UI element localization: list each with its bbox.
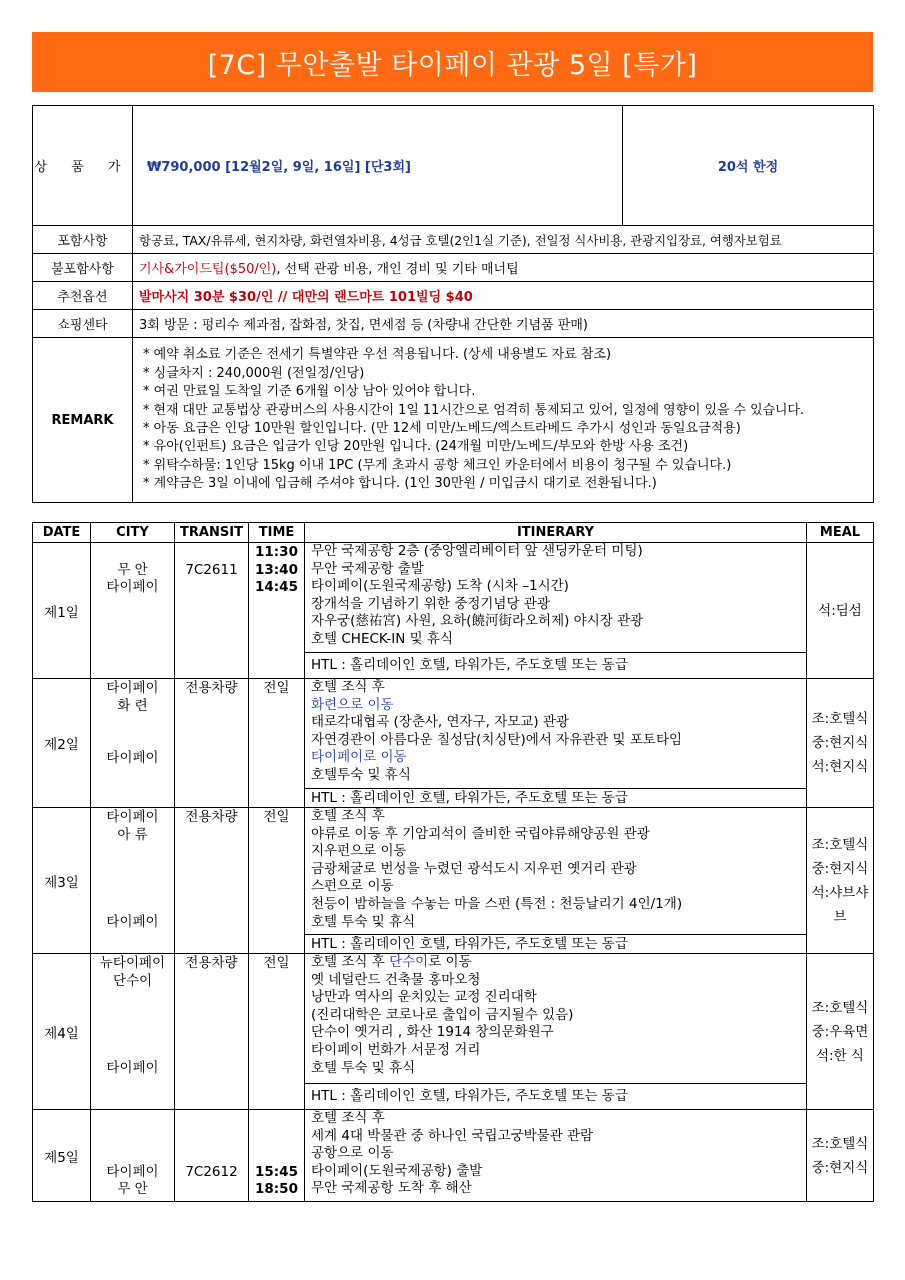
itinerary-line: 옛 네덜란드 건축물 홍마오청 <box>311 971 481 988</box>
day3-transit: 전용차량 <box>175 808 249 954</box>
itinerary-line: 타이페이(도원국제공항) 도착 (시차 –1시간) <box>311 578 569 595</box>
itinerary-line: 호텔 CHECK-IN 및 휴식 <box>311 630 453 647</box>
itinerary-line: 호텔투숙 및 휴식 <box>311 766 411 783</box>
remark-item: * 예약 취소료 기준은 전세기 특별약관 우선 적용됩니다. (상세 내용별도 자료 참조) <box>143 347 612 363</box>
exclude-value <box>133 254 874 282</box>
day1-itinerary <box>305 543 807 653</box>
exclude-label: 불포함사항 <box>33 254 133 282</box>
danshui-highlight: 단수이 <box>389 954 429 970</box>
day3-hotel: HTL : 홀리데이인 호텔, 타워가든, 주도호텔 또는 동급 <box>305 935 807 954</box>
include-label: 포함사항 <box>33 226 133 254</box>
seat-limit: 20석 한정 <box>623 106 874 226</box>
itinerary-line: 천등이 밤하늘을 수놓는 마을 스펀 (특전 : 천등날리기 4인/1개) <box>311 895 683 912</box>
day5-city: 타이페이 무 안 <box>91 1110 175 1202</box>
remark-item: * 계약금은 3일 이내에 입금해 주셔야 합니다. (1인 30만원 / 미입금시 대기로 전환됩니다.) <box>143 476 657 492</box>
day5-time: 15:45 18:50 <box>249 1110 305 1202</box>
header-city: CITY <box>91 523 175 543</box>
remark-item: * 현재 대만 교통법상 관광버스의 사용시간이 1일 11시간으로 엄격히 통제되고 있어, 일정에 영향이 있을 수 있습니다. <box>143 402 805 418</box>
itinerary-line: 호텔 조식 후 <box>311 679 385 695</box>
header-time: TIME <box>249 523 305 543</box>
remark-item: * 여권 만료일 도착일 기준 6개월 이상 남아 있어야 합니다. <box>143 384 476 400</box>
product-info-table <box>32 105 874 503</box>
day2-time: 전일 <box>249 679 305 808</box>
exclude-tip: 기사&가이드팁($50/인) <box>139 262 277 277</box>
itinerary-line: 지우펀으로 이동 <box>311 843 407 860</box>
itinerary-table <box>32 522 874 1202</box>
itinerary-line: 호텔 조식 후 <box>311 808 385 824</box>
day5-meal: 조:호텔식 중:현지식 <box>807 1110 874 1202</box>
itinerary-line: 무안 국제공항 출발 <box>311 560 424 577</box>
day4-meal: 조:호텔식 중:우육면 석:한 식 <box>807 954 874 1110</box>
day1-city: 무 안 타이페이 <box>91 543 175 679</box>
title-banner: [7C] 무안출발 타이페이 관광 5일 [특가] <box>32 32 873 92</box>
shopping-label: 쇼핑센타 <box>33 310 133 338</box>
day3-itinerary <box>305 808 807 935</box>
include-value: 항공료, TAX/유류세, 현지차량, 화련열차비용, 4성급 호텔(2인1실 기준), 전일정 식사비용, 관광지입장료, 여행자보험료 <box>133 226 874 254</box>
remark-item: * 싱글차지 : 240,000원 (전일정/인당) <box>143 365 365 381</box>
remark-item: * 아동 요금은 인당 10만원 할인입니다. (만 12세 미만/노베드/엑스트라베드 추가시 성인과 동일요금적용) <box>143 421 741 436</box>
itinerary-line: 세계 4대 박물관 중 하나인 국립고궁박물관 관람 <box>311 1127 594 1144</box>
exclude-rest: , 선택 관광 비용, 개인 경비 및 기타 매너팁 <box>276 262 519 277</box>
day1-transit: 7C2611 <box>175 543 249 679</box>
day3-city: 타이페이 아 류 타이페이 <box>91 808 175 954</box>
itinerary-line: 타이페이 번화가 서문정 거리 <box>311 1041 481 1058</box>
price-label: 상 품 가 <box>33 106 133 226</box>
day2-transit: 전용차량 <box>175 679 249 808</box>
itinerary-line: 자연경관이 아름다운 칠성담(치싱탄)에서 자유관관 및 포토타임 <box>311 731 683 748</box>
day4-time: 전일 <box>249 954 305 1110</box>
day5-transit: 7C2612 <box>175 1110 249 1202</box>
day1-hotel: HTL : 홀리데이인 호텔, 타워가든, 주도호텔 또는 동급 <box>305 653 807 679</box>
itinerary-line: 무안 국제공항 도착 후 해산 <box>311 1180 472 1197</box>
remark-list <box>133 338 874 503</box>
header-meal: MEAL <box>807 523 874 543</box>
price-value: ₩790,000 [12월2일, 9일, 16일] [단3회] <box>133 106 623 226</box>
day1-time: 11:30 13:40 14:45 <box>249 543 305 679</box>
itinerary-line: 호텔 투숙 및 휴식 <box>311 913 416 930</box>
itinerary-line: 공항으로 이동 <box>311 1145 394 1162</box>
remark-label: REMARK <box>33 338 133 503</box>
itinerary-line: 타이페이로 이동 <box>311 749 407 766</box>
header-itinerary: ITINERARY <box>305 523 807 543</box>
day3-time: 전일 <box>249 808 305 954</box>
itinerary-line: 자우궁(慈祐宮) 사원, 요하(饒河街라오허제) 야시장 관광 <box>311 613 644 630</box>
itinerary-line: (진리대학은 코로나로 출입이 금지될수 있음) <box>311 1006 574 1023</box>
itinerary-line: 야류로 이동 후 기암괴석이 즐비한 국립야류해양공원 관광 <box>311 825 650 842</box>
day2-meal: 조:호텔식 중:현지식 석:현지식 <box>807 679 874 808</box>
day5-date: 제5일 <box>33 1110 91 1202</box>
day1-meal: 석:딤섬 <box>807 543 874 679</box>
remark-item: * 유아(인펀트) 요금은 입금가 인당 20만원 입니다. (24개월 미만/노베드/부모와 한방 사용 조건) <box>143 439 689 455</box>
shopping-value: 3회 방문 : 펑리수 제과점, 잡화점, 찻집, 면세점 등 (차량내 간단한 기념품 판매) <box>133 310 874 338</box>
day4-date: 제4일 <box>33 954 91 1110</box>
day4-itinerary <box>305 954 807 1084</box>
itinerary-line: 호텔 조식 후 단수이로 이동 <box>311 954 472 970</box>
itinerary-line: 타이페이(도원국제공항) 출발 <box>311 1162 483 1179</box>
option-label: 추천옵션 <box>33 282 133 310</box>
itinerary-line: 금광채굴로 번성을 누렸던 광석도시 지우펀 옛거리 관광 <box>311 860 637 877</box>
itinerary-line: 스펀으로 이동 <box>311 878 394 895</box>
day2-date: 제2일 <box>33 679 91 808</box>
day1-date: 제1일 <box>33 543 91 679</box>
day4-hotel: HTL : 홀리데이인 호텔, 타워가든, 주도호텔 또는 동급 <box>305 1084 807 1110</box>
day3-date: 제3일 <box>33 808 91 954</box>
day4-transit: 전용차량 <box>175 954 249 1110</box>
option-value: 발마사지 30분 $30/인 // 대만의 랜드마트 101빌딩 $40 <box>133 282 874 310</box>
itinerary-line: 화련으로 이동 <box>311 696 394 713</box>
itinerary-line: 낭만과 역사의 운치있는 교정 진리대학 <box>311 989 537 1006</box>
header-transit: TRANSIT <box>175 523 249 543</box>
header-date: DATE <box>33 523 91 543</box>
day4-city: 뉴타이페이 단수이 타이페이 <box>91 954 175 1110</box>
day2-itinerary <box>305 679 807 789</box>
itinerary-line: 호텔 투숙 및 휴식 <box>311 1059 416 1076</box>
itinerary-line: 단수이 옛거리 , 화산 1914 창의문화원구 <box>311 1024 554 1041</box>
itinerary-line: 호텔 조식 후 <box>311 1110 385 1126</box>
day2-hotel: HTL : 홀리데이인 호텔, 타워가든, 주도호텔 또는 동급 <box>305 789 807 808</box>
day5-itinerary <box>305 1110 807 1202</box>
itinerary-line: 무안 국제공항 2층 (중앙엘리베이터 앞 샌딩카운터 미팅) <box>311 543 643 559</box>
remark-item: * 위탁수하물: 1인당 15kg 이내 1PC (무게 초과시 공항 체크인 카운터에서 비용이 청구될 수 있습니다.) <box>143 457 732 473</box>
itinerary-line: 태로각대협곡 (장춘사, 연자구, 자모교) 관광 <box>311 714 569 731</box>
itinerary-line: 장개석을 기념하기 위한 중정기념당 관광 <box>311 595 550 612</box>
day2-city: 타이페이 화 련 타이페이 <box>91 679 175 808</box>
day3-meal: 조:호텔식 중:현지식 석:샤브샤브 <box>807 808 874 954</box>
